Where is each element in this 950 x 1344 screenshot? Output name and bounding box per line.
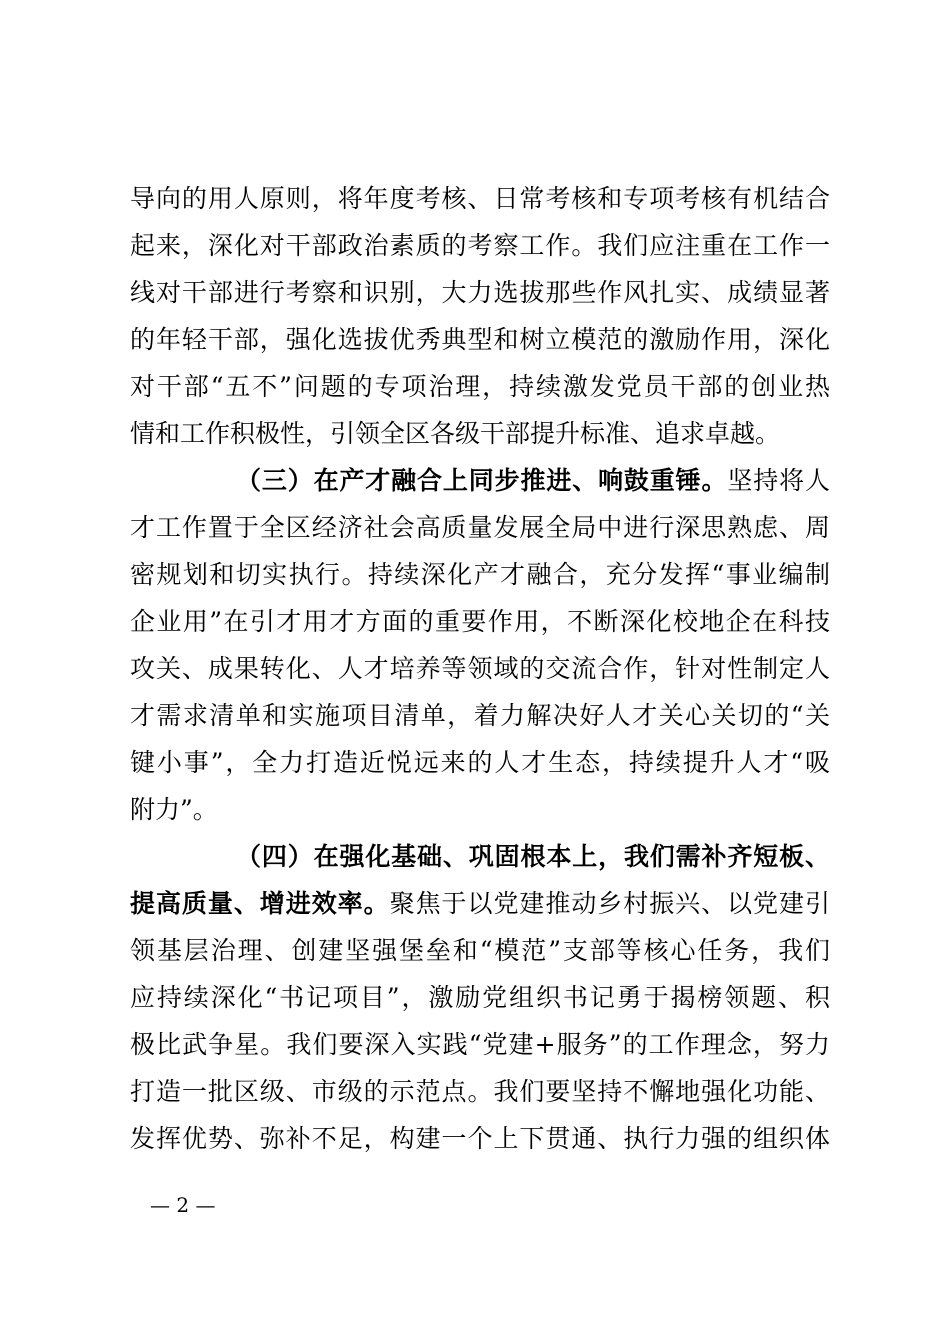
text-line-19: 极比武争星。我们要深入实践“党建+服务”的工作理念，努力 xyxy=(130,1030,830,1059)
text-line-10: 企业用”在引才用才方面的重要作用，不断深化校地企在科技 xyxy=(130,607,830,636)
section-4-heading-end: 提高质量、增进效率。 xyxy=(130,889,390,918)
text-line-18: 应持续深化“书记项目”，激励党组织书记勇于揭榜领题、积 xyxy=(130,983,830,1012)
text-line-4: 的年轻干部，强化选拔优秀典型和树立模范的激励作用，深化 xyxy=(130,325,830,354)
text-line-21: 发挥优势、弥补不足，构建一个上下贯通、执行力强的组织体 xyxy=(130,1124,830,1153)
section-4-heading-line-1: （四）在强化基础、巩固根本上，我们需补齐短板、 xyxy=(236,842,830,871)
text-line-20: 打造一批区级、市级的示范点。我们要坚持不懈地强化功能、 xyxy=(130,1077,830,1106)
text-line-11: 攻关、成果转化、人才培养等领域的交流合作，针对性制定人 xyxy=(130,654,830,683)
text-line-13: 键小事”，全力打造近悦远来的人才生态，持续提升人才“吸 xyxy=(130,748,830,777)
text-line-14: 附力”。 xyxy=(130,795,218,824)
text-line-1: 导向的用人原则，将年度考核、日常考核和专项考核有机结合 xyxy=(130,184,830,213)
text-line-6: 情和工作积极性，引领全区各级干部提升标准、追求卓越。 xyxy=(130,419,781,448)
text-line-2: 起来，深化对干部政治素质的考察工作。我们应注重在工作一 xyxy=(130,231,830,260)
text-line-5: 对干部“五不”问题的专项治理，持续激发党员干部的创业热 xyxy=(130,372,830,401)
section-4-lead: 聚焦于以党建推动乡村振兴、以党建引 xyxy=(389,889,830,918)
text-line-8: 才工作置于全区经济社会高质量发展全局中进行深思熟虑、周 xyxy=(130,513,830,542)
text-line-3: 线对干部进行考察和识别，大力选拔那些作风扎实、成绩显著 xyxy=(130,278,830,307)
text-line-17: 领基层治理、创建坚强堡垒和“模范”支部等核心任务，我们 xyxy=(130,936,830,965)
section-3-heading: （三）在产才融合上同步推进、响鼓重锤。 xyxy=(236,466,728,495)
text-line-12: 才需求清单和实施项目清单，着力解决好人才关心关切的“关 xyxy=(130,701,830,730)
page-number: — 2 — xyxy=(150,1193,216,1217)
section-3-first-line xyxy=(236,462,830,500)
section-4-second-line xyxy=(130,885,830,923)
text-line-9: 密规划和切实执行。持续深化产才融合，充分发挥“事业编制 xyxy=(130,560,830,589)
section-3-lead: 坚持将人 xyxy=(727,466,830,495)
